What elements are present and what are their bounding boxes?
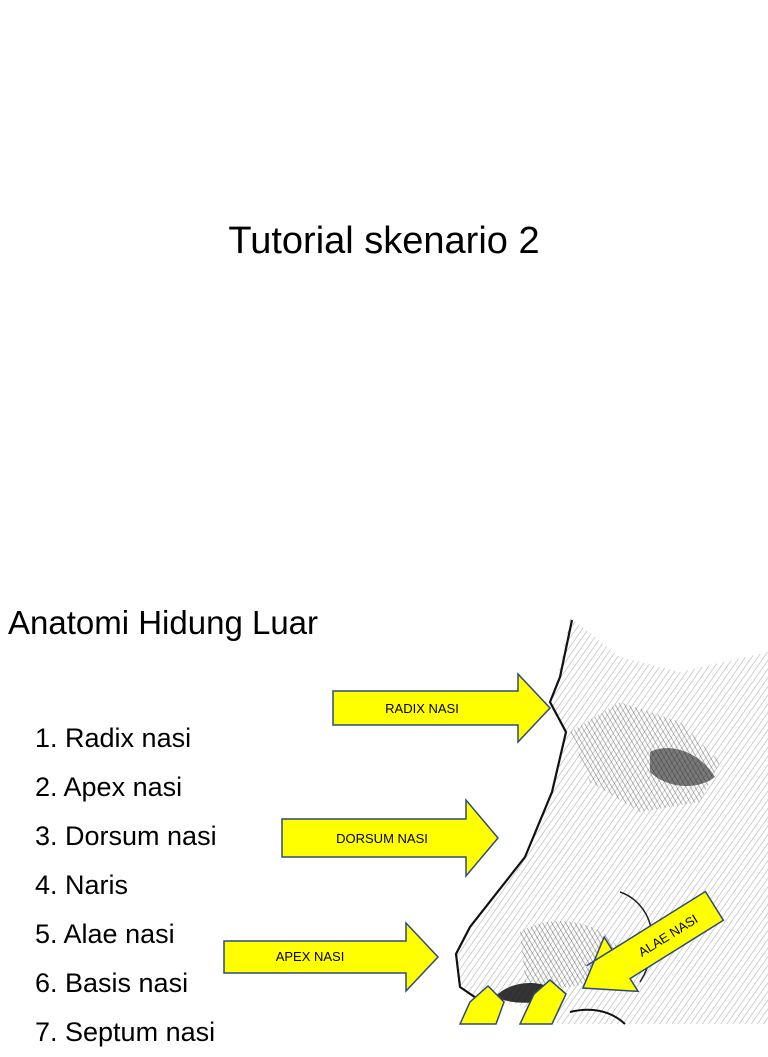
arrow-radix-nasi	[333, 674, 550, 742]
anatomy-slide	[0, 512, 768, 1047]
title-slide	[0, 0, 768, 512]
arrow-label-apex: APEX NASI	[275, 949, 345, 964]
slide-title: Tutorial skenario 2	[228, 220, 540, 262]
arrow-label-dorsum: DORSUM NASI	[336, 831, 428, 846]
arrow-apex-nasi	[224, 923, 438, 991]
arrow-dorsum-nasi	[282, 800, 498, 876]
list-item: 4. Naris	[35, 870, 129, 900]
list-item: 6. Basis nasi	[35, 968, 189, 998]
slide-heading: Anatomi Hidung Luar	[8, 604, 319, 641]
list-item: 5. Alae nasi	[35, 919, 175, 949]
list-item: 1. Radix nasi	[35, 723, 192, 753]
anatomy-list	[35, 714, 217, 1057]
list-item: 2. Apex nasi	[35, 772, 183, 802]
list-item: 7. Septum nasi	[35, 1017, 216, 1047]
nose-illustration	[275, 602, 768, 1024]
arrow-label-alae: ALAE NASI	[635, 911, 701, 960]
list-item: 3. Dorsum nasi	[35, 821, 217, 851]
arrow-label-radix: RADIX NASI	[385, 701, 459, 716]
